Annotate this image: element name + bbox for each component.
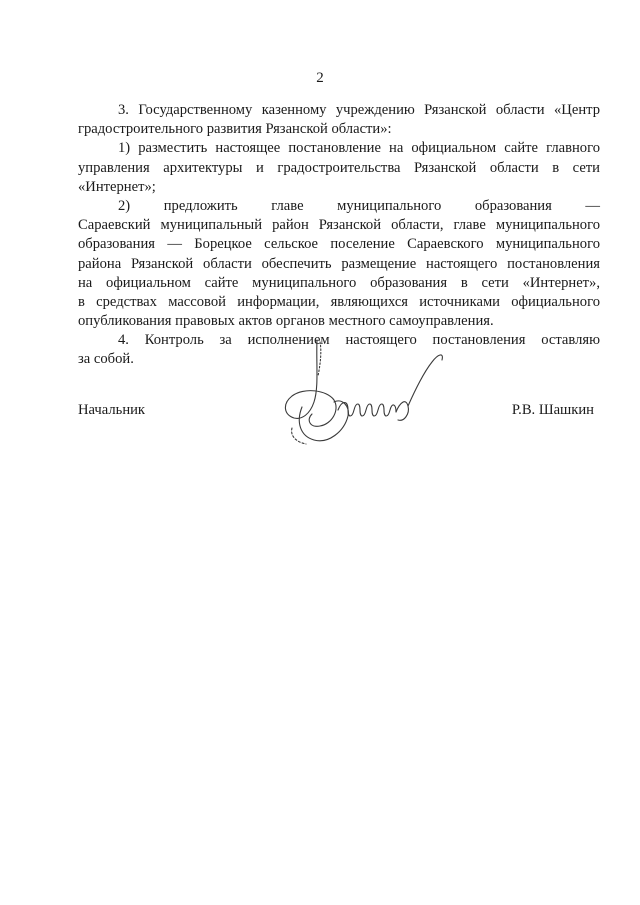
- text-line: района Рязанской области обеспечить размещение настоящего постановления: [78, 255, 600, 272]
- text-line: градостроительного развития Рязанской области»:: [78, 121, 392, 138]
- text-line: образования — Борецкое сельское поселение Сараевского муниципального: [78, 236, 600, 253]
- text-line: 3. Государственному казенному учреждению Рязанской области «Центр: [118, 102, 600, 118]
- signatory-title: Начальник: [78, 402, 146, 418]
- document-body: [78, 101, 600, 370]
- text-line: на официальном сайте муниципального образования в сети «Интернет»,: [78, 274, 600, 291]
- paragraph-item-3-2: [78, 197, 600, 331]
- paragraph-item-3-1: [78, 139, 600, 197]
- page-number: 2: [316, 70, 324, 86]
- text-line: за собой.: [78, 351, 134, 368]
- text-line: 1) разместить настоящее постановление на официальном сайте главного: [118, 140, 600, 157]
- text-line: 2) предложить главе муниципального образования —: [118, 197, 600, 214]
- paragraph-item-3: [78, 101, 600, 139]
- signatory-name: Р.В. Шашкин: [511, 402, 594, 418]
- text-line: Сараевский муниципальный район Рязанской области, главе муниципального: [78, 217, 600, 234]
- text-line: управления архитектуры и градостроительства Рязанской области в сети: [78, 159, 600, 176]
- text-line: опубликования правовых актов органов местного самоуправления.: [78, 313, 494, 330]
- handwritten-signature: [272, 332, 452, 447]
- text-line: «Интернет»;: [78, 178, 156, 195]
- text-line: в средствах массовой информации, являющихся источниками официального: [78, 293, 600, 310]
- text-line: 4. Контроль за исполнением настоящего постановления оставляю: [118, 332, 600, 349]
- signature-block: [78, 402, 600, 426]
